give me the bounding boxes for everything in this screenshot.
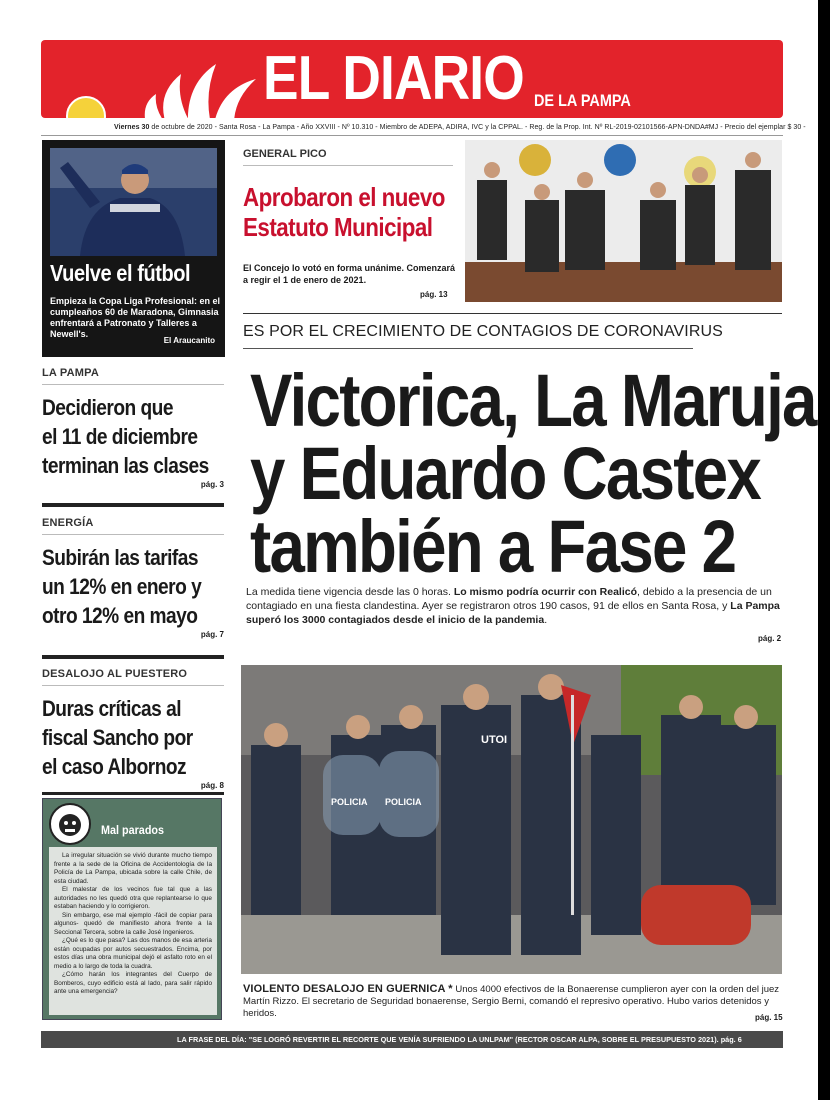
main-kicker: ES POR EL CRECIMIENTO DE CONTAGIOS DE CORONAVIRUS xyxy=(243,323,723,340)
masthead-rule xyxy=(41,135,783,136)
page-ref: pág. 8 xyxy=(200,781,224,790)
mal-parados-body: La irregular situación se vivió durante mucho tiempo frente a la sede de la Oficina de Accidentología de la Policía de La Pampa, ubicada sobre la calle Chile, de esta ciudad. El malestar de los vecinos fue tal que a las autoridades no les quedó otra que replantearse lo que estaban haciendo y lo corrigieron. Sin embargo, ese mal ejemplo -fácil de copiar para algunos- quedó de manifiesto ahora frente a la Seccional Tercera, sobre la calle José Ingenieros. ¿Qué es lo que pasa? Las dos manos de esa arteria están ocupadas por autos secuestrados. Encima, por estos días una obra municipal dejó el asfalto roto en el medio a lo largo de toda la cuadra. ¿Cómo harán los integrantes del Cuerpo de Bomberos, cuyo edificio está al lado, para salir rápido ante una emergencia? xyxy=(49,847,217,1015)
divider xyxy=(243,165,453,166)
masthead-subtitle: DE LA PAMPA xyxy=(534,91,631,110)
page-ref: pág. 2 xyxy=(758,634,782,643)
page-ref: pág. 13 xyxy=(420,290,448,299)
news-item-desalojo[interactable] xyxy=(42,668,224,790)
headline: Subirán las tarifas un 12% en enero y otro 12% en mayo xyxy=(42,545,202,628)
news-item-energia[interactable] xyxy=(42,517,224,639)
main-lead: La medida tiene vigencia desde las 0 horas. Lo mismo podría ocurrir con Realicó, debido a la presencia de un contagiado en una fiesta clandestina. Ayer se registraron otros 190 casos, 91 de ellos en Santa Rosa, y La Pampa superó los 3000 contagiados desde el inicio de la pandemia. xyxy=(246,586,780,626)
kicker-underline xyxy=(243,348,693,349)
page-edge xyxy=(818,0,830,1100)
concejo-photo xyxy=(465,140,782,302)
divider xyxy=(243,313,782,314)
divider xyxy=(42,655,224,659)
masthead-title: EL DIARIO xyxy=(263,44,524,113)
maradona-photo xyxy=(50,148,217,256)
general-pico-summary: El Concejo lo votó en forma unánime. Comenzará a regir el 1 de enero de 2021. xyxy=(243,263,456,285)
divider xyxy=(42,503,224,507)
masthead xyxy=(41,40,783,118)
futbol-box[interactable] xyxy=(42,140,225,357)
police-shield-label: POLICIA xyxy=(331,797,368,807)
headline: Decidieron que el 11 de diciembre terminan las clases xyxy=(42,395,209,478)
page-ref: pág. 7 xyxy=(200,630,224,639)
section-label: LA PAMPA xyxy=(42,367,224,385)
police-shield-label: POLICIA xyxy=(385,797,422,807)
shield-label: UTOI xyxy=(481,734,508,746)
page-ref: pág. 15 xyxy=(755,1013,783,1022)
newspaper-logo-icon xyxy=(66,96,106,118)
mal-parados-title: Mal parados xyxy=(101,823,165,837)
dateline: Viernes 30 de octubre de 2020 - Santa Rosa - La Pampa - Año XXVIII - Nº 10.310 - Miembro de ADEPA, ADIRA, IVC y la CPPAL. - Reg. de la Prop. Int. Nº RL-2019-02101566-APN-DNDA#MJ - Precio del ejemplar $ 30 - xyxy=(114,124,806,131)
section-label: DESALOJO AL PUESTERO xyxy=(42,668,224,686)
futbol-summary: Empieza la Copa Liga Profesional: en el cumpleaños 60 de Maradona, Gimnasia enfrentará a Patronato y Talleres a Newell's. xyxy=(50,296,221,339)
bulldog-mascot-icon xyxy=(49,803,91,845)
section-label-general-pico: GENERAL PICO xyxy=(243,148,327,160)
general-pico-headline[interactable]: Aprobaron el nuevo Estatuto Municipal xyxy=(243,182,445,242)
frase-del-dia-bar: LA FRASE DEL DÍA: "SE LOGRÓ REVERTIR EL RECORTE QUE VENÍA SUFRIENDO LA UNLPAM" (RECTOR OSCAR ALPA, SOBRE EL PRESUPUESTO 2021). pág. 6 xyxy=(41,1031,783,1048)
section-label: ENERGÍA xyxy=(42,517,224,535)
mal-parados-box[interactable] xyxy=(42,798,222,1020)
divider xyxy=(42,792,224,795)
futbol-headline: Vuelve el fútbol xyxy=(50,260,191,286)
guernica-photo xyxy=(241,665,782,974)
sun-rays-decoration xyxy=(136,54,276,118)
page-ref: pág. 3 xyxy=(200,480,224,489)
main-headline[interactable]: Victorica, La Maruja y Eduardo Castex también a Fase 2 xyxy=(250,359,816,588)
photo-caption: VIOLENTO DESALOJO EN GUERNICA * Unos 4000 efectivos de la Bonaerense cumplieron ayer con la orden del juez Martín Rizzo. El secretario de Seguridad bonaerense, Sergio Berni, comandó el represivo operativo. Hubo varios detenidos y heridos. xyxy=(243,983,780,1019)
news-item-la-pampa[interactable] xyxy=(42,367,224,489)
futbol-credit: El Araucanito xyxy=(163,336,215,345)
headline: Duras críticas al fiscal Sancho por el caso Albornoz xyxy=(42,696,193,779)
